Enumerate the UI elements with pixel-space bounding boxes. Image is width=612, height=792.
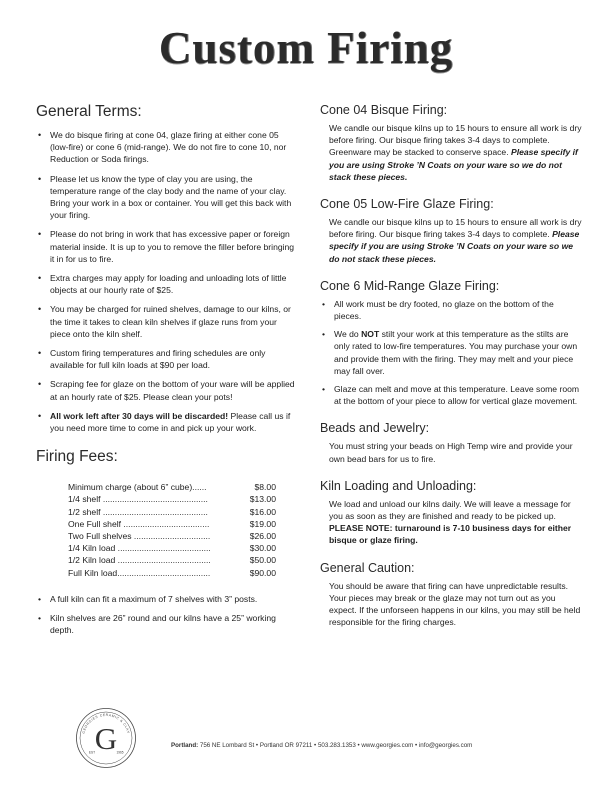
list-item: • Please do not bring in work that has excessive paper or foreign material inside. It is up to you to remove the filler before bringing it in for us to fire. <box>36 228 298 265</box>
caution-section <box>320 561 582 629</box>
georgies-logo <box>75 707 137 769</box>
logo-letter: G <box>94 721 118 756</box>
beads-section <box>320 421 582 464</box>
section-heading: Beads and Jewelry: <box>320 421 430 436</box>
fee-row: Minimum charge (about 6” cube)...... $8.00 <box>68 482 276 493</box>
section-text: You must string your beads on High Temp wire and provide your own bead bars for us to fire. <box>329 441 573 464</box>
list-item: • Kiln shelves are 26” round and our kilns have a 25” working depth. <box>36 612 298 636</box>
logo-year: 1965 <box>116 750 124 755</box>
section-heading: General Caution: <box>320 560 415 575</box>
list-item: • We do NOT stilt your work at this temperature as the stilts are only rated to low-fire temperatures. You may purchase your own and provide them with the firing. They may melt and your piece may fall over. <box>320 328 582 377</box>
kiln-loading-section <box>320 479 582 547</box>
cone6-list <box>320 298 582 408</box>
firing-fees-heading: Firing Fees: <box>36 448 118 466</box>
list-item: • Scraping fee for glaze on the bottom of your ware will be applied at an hourly rate of $25. Please clean your pots! <box>36 378 298 402</box>
section-heading: Cone 6 Mid-Range Glaze Firing: <box>320 278 500 293</box>
list-item: • You may be charged for ruined shelves, damage to our kilns, or the time it takes to clean kiln shelves if glaze runs from your piece onto the kiln shelf. <box>36 303 298 340</box>
list-item: • We do bisque firing at cone 04, glaze firing at either cone 05 (low-fire) or cone 6 (mid-range). We do not fire to cone 10, nor Reduction or Soda firings. <box>36 129 298 166</box>
footer-contact: Portland: 756 NE Lombard St • Portland OR 97211 • 503.283.1353 • www.georgies.com • info@georgies.com <box>171 742 473 749</box>
list-item: • All work left after 30 days will be discarded! Please call us if you need more time to come in and pick up your work. <box>36 410 298 434</box>
list-item: • All work must be dry footed, no glaze on the bottom of the pieces. <box>320 298 582 322</box>
fee-row: 1/4 shelf ............................................ $13.00 <box>68 494 276 505</box>
section-heading: Cone 05 Low-Fire Glaze Firing: <box>320 197 494 212</box>
section-heading: Kiln Loading and Unloading: <box>320 478 477 493</box>
general-terms-heading: General Terms: <box>36 103 142 120</box>
general-terms-list <box>36 129 298 434</box>
fee-row: 1/2 Kiln load ....................................... $50.00 <box>68 555 276 566</box>
page-title: Custom Firing <box>158 23 454 73</box>
fee-row: 1/2 shelf ............................................ $16.00 <box>68 506 276 517</box>
left-column <box>36 103 298 644</box>
fee-row: 1/4 Kiln load ....................................... $30.00 <box>68 543 276 554</box>
section-text: We candle our bisque kilns up to 15 hours to ensure all work is dry before firing. Our bisque firing takes 3-4 days to complete. Please specify if you are using Stroke ’N Coats on your ware so we do not stack these pieces. <box>329 217 582 264</box>
fee-row: Full Kiln load....................................... $90.00 <box>68 567 276 578</box>
section-text: We load and unload our kilns daily. We will leave a message for you as soon as they are finished and ready to be picked up. PLEASE NOTE: turnaround is 7-10 business days for either bisque or glaze firing. <box>329 498 572 546</box>
fees-table <box>68 481 276 579</box>
right-column <box>320 103 582 642</box>
list-item: • Please let us know the type of clay you are using, the temperature range of the clay body and the name of your clay. Bring your work in a box or container. You will get this back with your firing. <box>36 173 298 222</box>
cone6-section <box>320 279 582 408</box>
list-item: • Extra charges may apply for loading and unloading lots of little objects at our hourly rate of $25. <box>36 272 298 296</box>
fee-notes-list <box>36 593 298 637</box>
cone05-section <box>320 197 582 265</box>
logo-est: EST <box>88 750 96 755</box>
list-item: • A full kiln can fit a maximum of 7 shelves with 3” posts. <box>36 593 298 605</box>
list-item: • Custom firing temperatures and firing schedules are only available for full kiln loads at $90 per load. <box>36 347 298 371</box>
cone04-section <box>320 103 582 183</box>
logo-ring-text: GEORGIES CERAMIC & CLAY <box>81 712 131 735</box>
section-text: You should be aware that firing can have unpredictable results. Your pieces may break or the glaze may not turn out as you expect. If the unforseen happens in our kilns, you may still be held responsible for the firing charges. <box>329 580 581 628</box>
fee-row: One Full shelf .................................... $19.00 <box>68 518 276 529</box>
section-heading: Cone 04 Bisque Firing: <box>320 103 448 117</box>
section-text: We candle our bisque kilns up to 15 hours to ensure all work is dry before firing. Our bisque firing takes 3-4 days to complete. Greenware may be stacked to conserve space. Please specify if you are using Stroke ’N Coats on your ware so we do not stack these pieces. <box>329 123 582 182</box>
fee-row: Two Full shelves ................................ $26.00 <box>68 531 276 542</box>
list-item: • Glaze can melt and move at this temperature. Leave some room at the bottom of your piece to allow for vertical glaze movement. <box>320 383 582 407</box>
